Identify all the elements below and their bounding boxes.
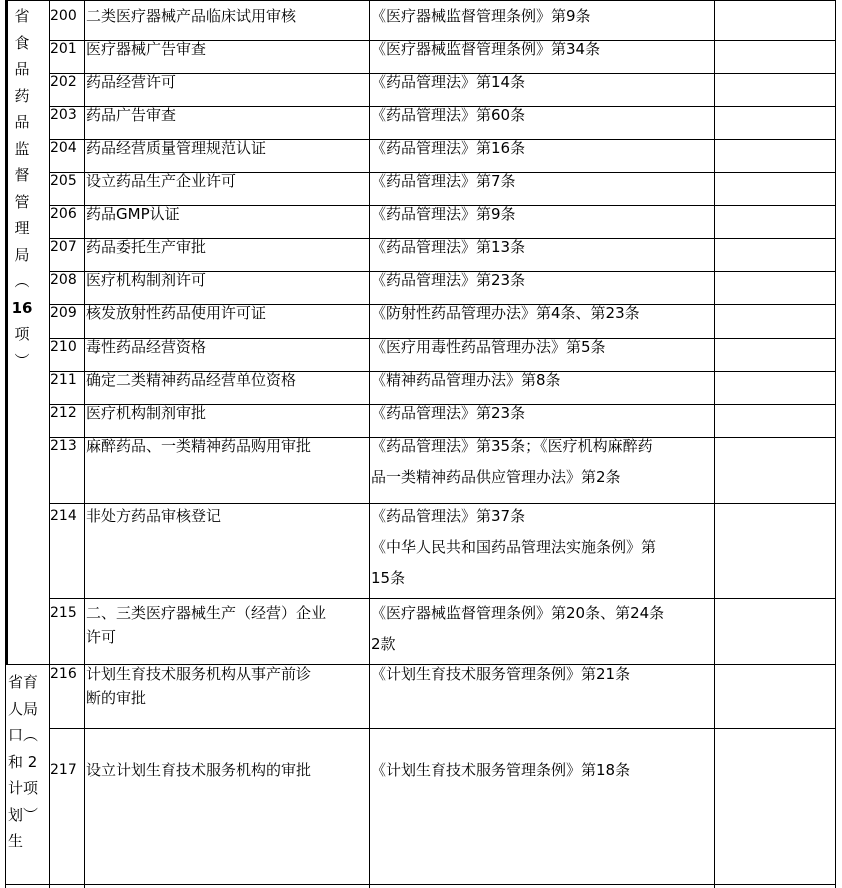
item-number: 206 [50, 206, 77, 222]
item-name: 核发放射性药品使用许可证 [86, 304, 267, 322]
item-name: 毒性药品经营资格 [86, 338, 207, 356]
item-number: 209 [50, 305, 77, 321]
department-label-family-planning [8, 672, 38, 858]
item-number: 210 [50, 339, 77, 355]
item-number: 204 [50, 140, 77, 156]
item-number: 200 [50, 8, 77, 24]
row-rule [5, 884, 836, 885]
department-char: 理 [14, 219, 30, 237]
item-name: 计划生育技术服务机构从事产前诊 [86, 665, 312, 683]
legal-basis: 《医疗器械监督管理条例》第20条、第24条 [371, 604, 665, 622]
row-rule [49, 598, 836, 599]
item-name: 药品委托生产审批 [86, 238, 207, 256]
legal-basis: 《药品管理法》第13条 [371, 238, 526, 256]
legal-basis: 《药品管理法》第7条 [371, 172, 516, 190]
department-char: 省 [14, 7, 30, 25]
legal-basis: 《药品管理法》第23条 [371, 404, 526, 422]
legal-basis: 品一类精神药品供应管理办法》第2条 [371, 468, 621, 486]
department-char: 人局 [8, 699, 39, 718]
legal-basis: 《药品管理法》第16条 [371, 139, 526, 157]
item-number: 216 [50, 666, 77, 682]
department-char: 项 [14, 325, 30, 343]
department-char: 口︵ [8, 726, 39, 744]
department-char: 生 [8, 832, 24, 850]
col-rule-5 [835, 0, 836, 888]
item-number: 201 [50, 41, 77, 57]
item-name: 药品经营质量管理规范认证 [86, 139, 267, 157]
department-char: 计项 [8, 779, 39, 797]
department-char: 监 [14, 139, 30, 158]
item-name: 药品经营许可 [86, 73, 177, 91]
department-char: ︵ [14, 272, 30, 290]
item-name: 设立药品生产企业许可 [86, 172, 237, 190]
item-number: 214 [50, 508, 77, 524]
item-name: 医疗机构制剂审批 [86, 404, 207, 422]
col-rule-3 [369, 0, 370, 888]
department-char: 品 [14, 60, 30, 78]
legal-basis: 《医疗用毒性药品管理办法》第5条 [371, 338, 606, 356]
legal-basis: 《药品管理法》第23条 [371, 271, 526, 289]
item-name: 确定二类精神药品经营单位资格 [86, 371, 297, 389]
item-name: 药品GMP认证 [86, 205, 180, 223]
item-number: 212 [50, 405, 77, 421]
item-name: 麻醉药品、一类精神药品购用审批 [86, 437, 312, 455]
department-char: ︶ [14, 351, 30, 370]
item-name: 设立计划生育技术服务机构的审批 [86, 761, 312, 779]
item-name: 医疗器械广告审查 [86, 40, 207, 58]
left-border [5, 0, 8, 664]
row-rule [49, 503, 836, 504]
item-number: 217 [50, 762, 77, 778]
legal-basis: 《医疗器械监督管理条例》第34条 [371, 40, 601, 58]
legal-basis: 《药品管理法》第37条 [371, 507, 526, 525]
department-char: 管 [14, 192, 30, 211]
department-char: 16 [11, 298, 33, 317]
item-number: 215 [50, 605, 77, 621]
department-char: 督 [14, 166, 30, 184]
legal-basis: 《防射性药品管理办法》第4条、第23条 [371, 304, 640, 322]
legal-basis: 2款 [371, 635, 396, 653]
item-number: 202 [50, 74, 77, 90]
item-name: 许可 [86, 628, 117, 646]
department-label-food-drug [9, 6, 35, 377]
department-char: 药 [14, 86, 30, 105]
item-name: 医疗机构制剂许可 [86, 271, 207, 289]
row-rule [5, 0, 836, 1]
department-char: 划︶ [8, 805, 39, 824]
department-char: 局 [14, 245, 30, 264]
legal-basis: 15条 [371, 569, 406, 587]
item-name: 药品广告审查 [86, 106, 177, 124]
legal-basis: 《药品管理法》第14条 [371, 73, 526, 91]
item-number: 203 [50, 107, 77, 123]
col-rule-2 [84, 0, 85, 888]
row-rule [49, 728, 836, 729]
item-name: 二类医疗器械产品临床试用审核 [86, 7, 297, 25]
legal-basis: 《医疗器械监督管理条例》第9条 [371, 7, 591, 25]
department-char: 和 2 [8, 752, 38, 771]
col-rule-4 [714, 0, 715, 888]
item-number: 213 [50, 438, 77, 454]
item-name: 二、三类医疗器械生产（经营）企业 [86, 604, 327, 622]
department-char: 品 [14, 113, 30, 131]
legal-basis: 《精神药品管理办法》第8条 [371, 371, 561, 389]
department-char: 食 [14, 33, 30, 52]
legal-basis: 《药品管理法》第9条 [371, 205, 516, 223]
legal-basis: 《计划生育技术服务管理条例》第21条 [371, 665, 631, 683]
item-name: 非处方药品审核登记 [86, 507, 222, 525]
item-name: 断的审批 [86, 689, 147, 707]
left-border-lower [5, 664, 6, 888]
legal-basis: 《药品管理法》第60条 [371, 106, 526, 124]
department-char: 省育 [8, 673, 39, 691]
legal-basis: 《药品管理法》第35条；《医疗机构麻醉药 [371, 437, 653, 455]
item-number: 208 [50, 272, 77, 288]
item-number: 205 [50, 173, 77, 189]
legal-basis: 《中华人民共和国药品管理法实施条例》第 [371, 538, 657, 556]
legal-basis: 《计划生育技术服务管理条例》第18条 [371, 761, 631, 779]
item-number: 207 [50, 239, 77, 255]
item-number: 211 [50, 372, 77, 388]
